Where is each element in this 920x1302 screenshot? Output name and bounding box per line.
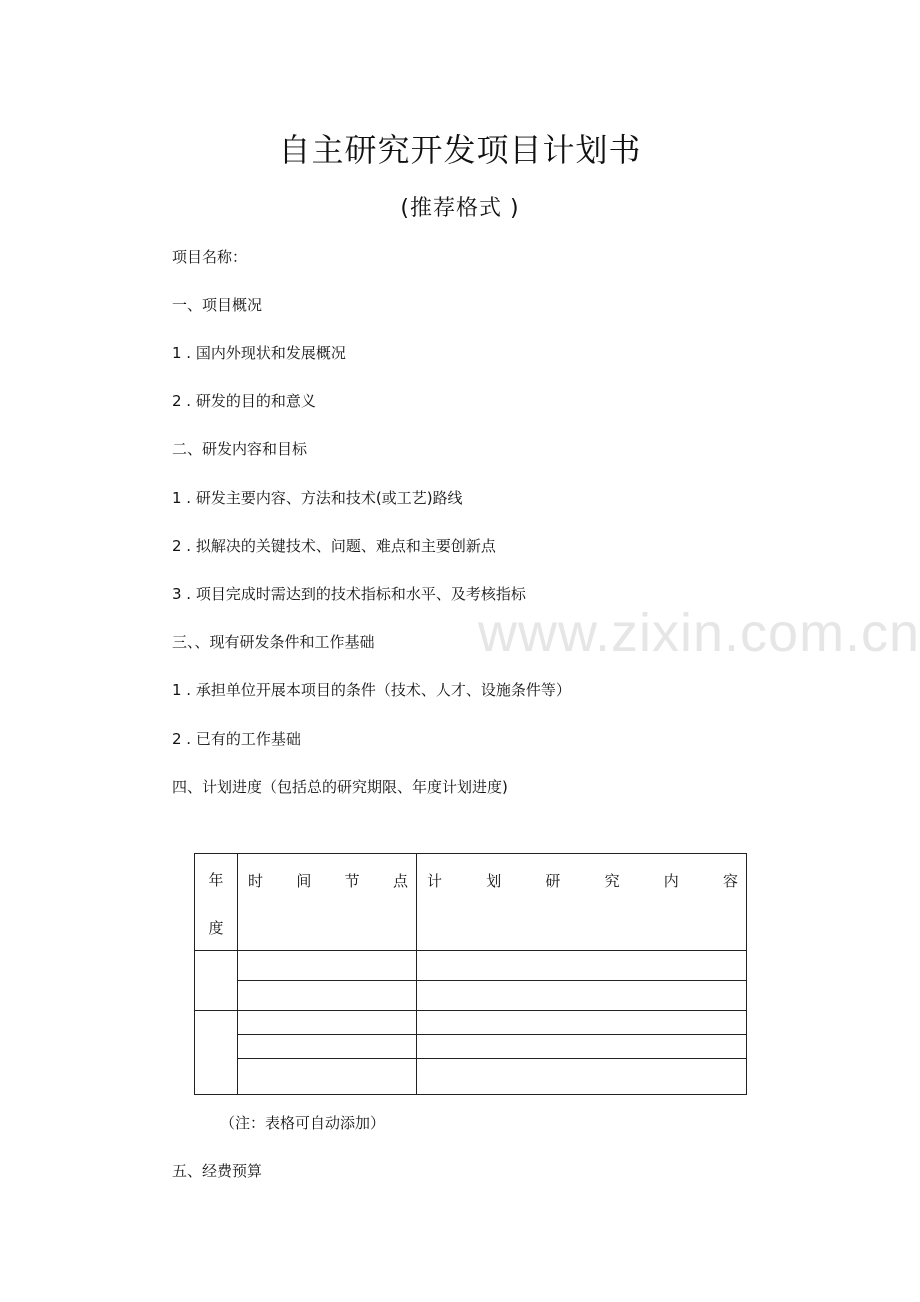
section-three-heading: 三、、现有研发条件和工作基础 (172, 633, 375, 651)
year-header-char: 度 (208, 919, 224, 937)
time-node-cell[interactable] (238, 981, 417, 1011)
plan-header-char: 划 (486, 872, 502, 890)
time-header-char: 间 (296, 872, 312, 890)
time-node-header-cell (238, 854, 417, 951)
page-title: 自主研究开发项目计划书 (278, 131, 642, 169)
section-four-heading: 四、计划进度（包括总的研究期限、年度计划进度) (172, 778, 508, 796)
table-row (195, 981, 747, 1011)
schedule-table (194, 853, 747, 1095)
plan-content-header-cell (417, 854, 747, 951)
year-header-char: 年 (208, 871, 224, 889)
project-name-label: 项目名称： (172, 248, 248, 266)
table-header-row (195, 854, 747, 951)
table-row (195, 1035, 747, 1059)
table-note: （注：表格可自动添加） (220, 1114, 386, 1132)
year-header-cell (195, 854, 238, 951)
plan-header-char: 究 (604, 872, 620, 890)
table-row (195, 1011, 747, 1035)
plan-header-char: 计 (427, 872, 443, 890)
section-five-heading: 五、经费预算 (172, 1162, 263, 1180)
time-header-char: 节 (344, 872, 360, 890)
plan-header-char: 容 (722, 872, 738, 890)
section-three-item-2: 2 . 已有的工作基础 (172, 730, 301, 748)
time-node-cell[interactable] (238, 951, 417, 981)
plan-header-char: 研 (545, 872, 561, 890)
section-two-item-1: 1 . 研发主要内容、方法和技术(或工艺)路线 (172, 489, 463, 507)
section-two-item-2: 2 . 拟解决的关键技术、问题、难点和主要创新点 (172, 537, 496, 555)
plan-header-char: 内 (663, 872, 679, 890)
table-row (195, 1059, 747, 1095)
section-two-item-3: 3 . 项目完成时需达到的技术指标和水平、及考核指标 (172, 585, 526, 603)
time-node-cell[interactable] (238, 1035, 417, 1059)
plan-content-cell[interactable] (417, 951, 747, 981)
section-one-heading: 一、项目概况 (172, 296, 263, 314)
watermark: www.zixin.com.cn (478, 603, 920, 663)
section-one-item-2: 2 . 研发的目的和意义 (172, 392, 316, 410)
time-header-char: 点 (392, 872, 408, 890)
plan-content-cell[interactable] (417, 1011, 747, 1035)
table-row (195, 951, 747, 981)
time-node-cell[interactable] (238, 1011, 417, 1035)
time-header-char: 时 (248, 872, 264, 890)
page-subtitle: (推荐格式 ) (400, 196, 520, 221)
section-three-item-1: 1 . 承担单位开展本项目的条件（技术、人才、设施条件等） (172, 681, 571, 699)
section-one-item-1: 1 . 国内外现状和发展概况 (172, 344, 346, 362)
section-two-heading: 二、研发内容和目标 (172, 440, 308, 458)
plan-content-cell[interactable] (417, 1059, 747, 1095)
plan-content-cell[interactable] (417, 981, 747, 1011)
plan-content-cell[interactable] (417, 1035, 747, 1059)
time-node-cell[interactable] (238, 1059, 417, 1095)
year-cell[interactable] (195, 951, 238, 1011)
year-cell[interactable] (195, 1011, 238, 1095)
